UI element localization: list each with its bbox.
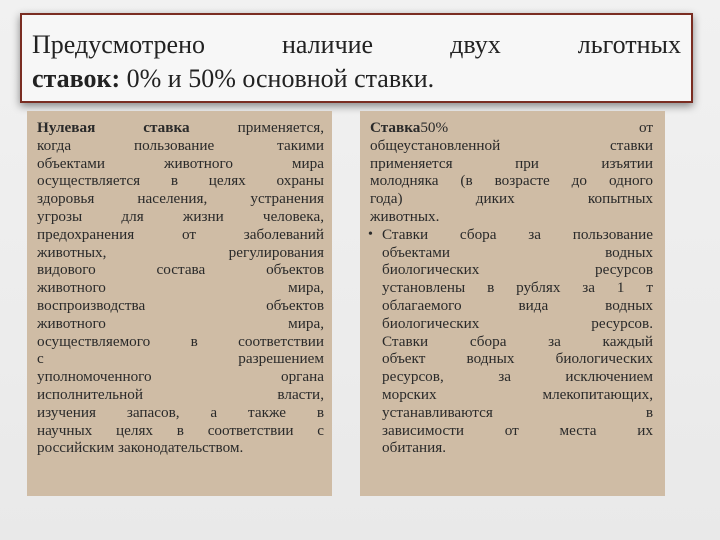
right-line: молодняка (в возрасте до одного: [370, 172, 653, 190]
left-line: объектами животного мира: [37, 154, 324, 172]
right-line: зависимости от места их: [382, 421, 653, 439]
title-line-2: [32, 62, 681, 96]
right-line: биологических ресурсов: [382, 261, 653, 279]
zero-rate-term: Нулевая ставка: [37, 119, 190, 136]
left-line: когда пользование такими: [37, 136, 324, 154]
bullet-item: [370, 226, 653, 457]
right-line: [370, 119, 653, 137]
left-line: с разрешением: [37, 350, 324, 368]
left-line: осуществляется в целях охраны: [37, 172, 324, 190]
right-line: обитания.: [382, 439, 447, 457]
title-bold-part: ставок:: [32, 64, 121, 93]
left-line: [37, 119, 324, 137]
right-line: применяется при изъятии: [370, 154, 653, 172]
right-line: животных.: [370, 207, 440, 225]
right-line-text: 50% от: [420, 119, 653, 136]
right-line: устанавливаются в: [382, 403, 653, 421]
left-line: воспроизводства объектов: [37, 296, 324, 314]
left-line: предохранения от заболеваний: [37, 225, 324, 243]
right-line: объект водных биологических: [382, 350, 653, 368]
left-text-panel: [27, 111, 332, 496]
bullet-text: [370, 226, 653, 457]
right-line: ресурсов, за исключением: [382, 368, 653, 386]
right-text-panel: [360, 111, 665, 496]
fifty-rate-term: Ставка: [370, 119, 421, 136]
left-line: исполнительной власти,: [37, 385, 324, 403]
left-line: животного мира,: [37, 314, 324, 332]
right-line: общеустановленной ставки: [370, 136, 653, 154]
left-line: здоровья населения, устранения: [37, 190, 324, 208]
right-line: биологических ресурсов.: [382, 314, 653, 332]
left-line: изучения запасов, а также в: [37, 403, 324, 421]
title-rest-part: 0% и 50% основной ставки.: [120, 64, 435, 93]
left-line: животных, регулирования: [37, 243, 324, 261]
left-line-text: применяется,: [189, 119, 324, 136]
left-line: животного мира,: [37, 279, 324, 297]
right-line: Ставки сбора за каждый: [382, 332, 653, 350]
title-box: [20, 13, 693, 103]
right-line: установлены в рублях за 1 т: [382, 279, 653, 297]
right-line: морских млекопитающих,: [382, 385, 653, 403]
left-line: уполномоченного органа: [37, 368, 324, 386]
bullet-icon: •: [368, 226, 373, 242]
left-line: видового состава объектов: [37, 261, 324, 279]
right-line: Ставки сбора за пользование: [382, 225, 653, 243]
right-line: облагаемого вида водных: [382, 296, 653, 314]
right-line: года) диких копытных: [370, 190, 653, 208]
title-line-1: Предусмотрено наличие двух льготных: [32, 30, 681, 59]
left-line: осуществляемого в соответствии: [37, 332, 324, 350]
left-line: угрозы для жизни человека,: [37, 207, 324, 225]
left-line: научных целях в соответствии с: [37, 421, 324, 439]
right-line: объектами водных: [382, 243, 653, 261]
left-line: российским законодательством.: [37, 439, 244, 457]
